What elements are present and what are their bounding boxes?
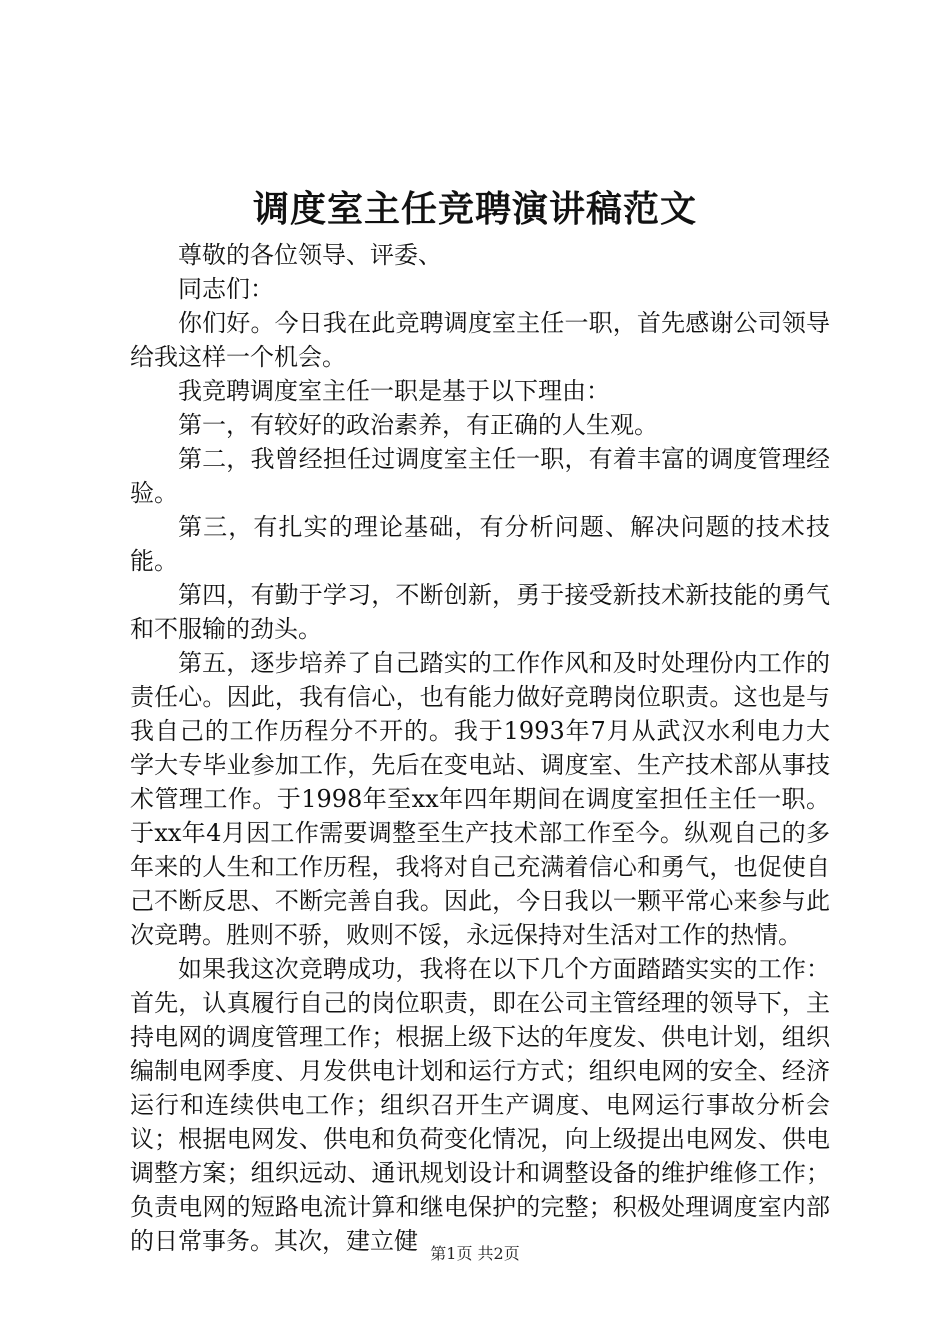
paragraph-reason-2: 第二，我曾经担任过调度室主任一职，有着丰富的调度管理经验。 [130, 445, 830, 507]
page-number-footer: 第1页 共2页 [430, 1244, 520, 1263]
paragraph-work-plan: 如果我这次竞聘成功，我将在以下几个方面踏踏实实的工作：首先，认真履行自己的岗位职责，即在公司主管经理的领导下，主持电网的调度管理工作；根据上级下达的年度发、供电计划，组织编制电网季度、月发供电计划和运行方式；组织电网的安全、经济运行和连续供电工作；组织召开生产调度、电网运行事故分析会议；根据电网发、供电和负荷变化情况，向上级提出电网发、供电调整方案；组织远动、通讯规划设计和调整设备的维护维修工作；负责电网的短路电流计算和继电保护的完整；积极处理调度室内部的日常事务。其次，建立健 [130, 955, 830, 1255]
paragraph-salutation: 尊敬的各位领导、评委、 [178, 241, 442, 269]
paragraph-reason-1: 第一，有较好的政治素养，有正确的人生观。 [178, 411, 658, 439]
document-title: 调度室主任竞聘演讲稿范文 [252, 188, 697, 230]
paragraph-greeting: 你们好。今日我在此竞聘调度室主任一职，首先感谢公司领导给我这样一个机会。 [130, 309, 830, 371]
paragraph-reason-5: 第五，逐步培养了自己踏实的工作作风和及时处理份内工作的责任心。因此，我有信心，也有能力做好竞聘岗位职责。这也是与我自己的工作历程分不开的。我于1993年7月从武汉水利电力大学大专毕业参加工作，先后在变电站、调度室、生产技术部从事技术管理工作。于1998年至xx年四年期间在调度室担任主任一职。于xx年4月因工作需要调整至生产技术部工作至今。纵观自己的多年来的人生和工作历程，我将对自己充满着信心和勇气，也促使自己不断反思、不断完善自我。因此，今日我以一颗平常心来参与此次竞聘。胜则不骄，败则不馁，永远保持对生活对工作的热情。 [130, 649, 830, 949]
paragraph-reasons-intro: 我竞聘调度室主任一职是基于以下理由： [178, 377, 610, 405]
document-body [130, 238, 830, 1258]
paragraph-salutation-comrades: 同志们： [178, 275, 274, 303]
paragraph-reason-3: 第三，有扎实的理论基础，有分析问题、解决问题的技术技能。 [130, 513, 830, 575]
paragraph-reason-4: 第四，有勤于学习，不断创新，勇于接受新技术新技能的勇气和不服输的劲头。 [130, 581, 830, 643]
